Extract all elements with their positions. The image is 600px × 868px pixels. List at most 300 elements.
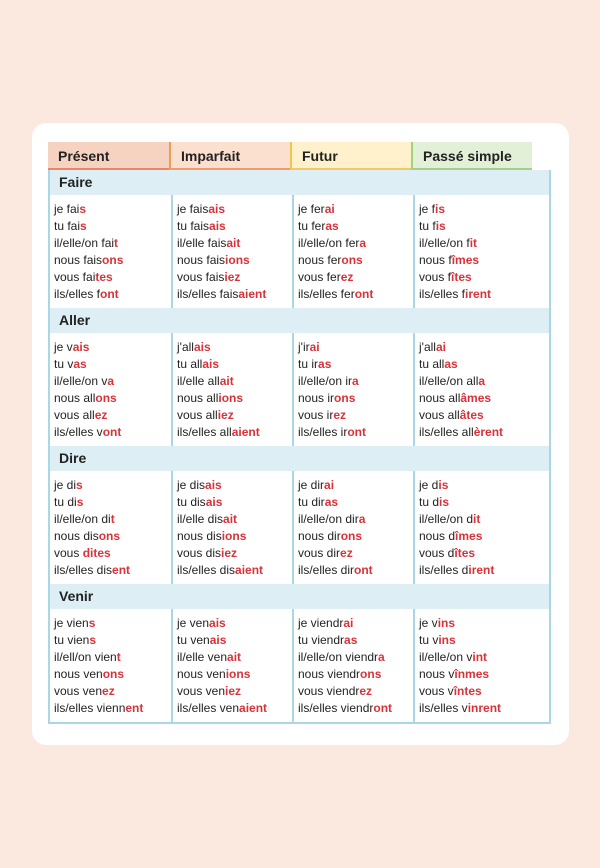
- verb-ending: ont: [347, 424, 366, 439]
- conjugation-line: [54, 528, 171, 545]
- verb-ending: ons: [360, 666, 382, 681]
- verb-stem: il/elle/on f: [419, 235, 470, 250]
- verb-ending: as: [325, 218, 339, 233]
- conjugation-line: [298, 666, 413, 683]
- verb-ending: ont: [100, 286, 119, 301]
- conjugation-line: [177, 511, 292, 528]
- verb-ending: îtes: [451, 269, 472, 284]
- verb-stem: je fai: [54, 202, 80, 216]
- conjugation-line: [177, 649, 292, 666]
- verb-ending: ait: [223, 511, 238, 526]
- verb-stem: je dir: [298, 478, 325, 492]
- conjugation-line: [54, 615, 171, 632]
- conjugation-line: [177, 252, 292, 269]
- verb-stem: vous ven: [177, 683, 226, 698]
- conjugation-line: [177, 356, 292, 373]
- conjugation-line: [177, 562, 292, 579]
- verb-ending: âmes: [460, 390, 492, 405]
- conjugation-line: [419, 235, 534, 252]
- verb-ending: as: [73, 356, 87, 371]
- verb-stem: vous fer: [298, 269, 341, 284]
- verb-stem: tu fais: [177, 218, 210, 233]
- conjugation-line: [54, 218, 171, 235]
- verb-ending: ai: [324, 478, 335, 492]
- verb-ending: ons: [340, 528, 363, 543]
- verb-ending: îmes: [451, 252, 480, 267]
- tense-column-present: [50, 471, 171, 584]
- conjugation-line: [419, 494, 534, 511]
- tense-column-futur: [292, 471, 413, 584]
- verb-stem: vous ir: [298, 407, 334, 422]
- verb-stem: tu di: [54, 494, 77, 509]
- tense-column-imparfait: [171, 609, 292, 722]
- conjugation-line: [419, 545, 534, 562]
- header-present: Présent: [48, 142, 169, 170]
- verb-stem: ils/elles v: [54, 424, 103, 439]
- verb-stem: il/ell/on vien: [54, 649, 117, 664]
- conjugation-line: [298, 373, 413, 390]
- conjugation-line: [298, 201, 413, 218]
- tense-column-passe-simple: [413, 609, 534, 722]
- verb-ending: as: [344, 632, 358, 647]
- verb-ending: s: [88, 616, 96, 630]
- verb-ending: ions: [225, 666, 251, 681]
- verb-ending: t: [114, 235, 119, 250]
- verb-ending: ait: [226, 235, 241, 250]
- verb-ending: ont: [373, 700, 393, 715]
- conjugation-line: [54, 252, 171, 269]
- conjugation-line: [177, 390, 292, 407]
- verb-ending: ent: [112, 562, 131, 577]
- conjugation-line: [419, 649, 534, 666]
- conjugation-line: [54, 424, 171, 441]
- verb-ending: âtes: [459, 407, 484, 422]
- verb-stem: ils/elles v: [419, 700, 468, 715]
- verb-ending: it: [469, 235, 478, 250]
- verb-stem: je fer: [298, 202, 325, 216]
- conjugation-line: [54, 407, 171, 424]
- verb-stem: nous ven: [177, 666, 226, 681]
- verb-stem: vous dir: [298, 545, 341, 560]
- verb-ending: îmes: [455, 528, 483, 543]
- header-passe-simple: Passé simple: [411, 142, 532, 170]
- conjugation-line: [177, 545, 292, 562]
- conjugation-line: [298, 235, 413, 252]
- verb-stem: je v: [419, 616, 438, 630]
- conjugation-line: [419, 424, 534, 441]
- conjugation-line: [298, 494, 413, 511]
- conjugation-line: [177, 700, 292, 717]
- verb-ending: ez: [359, 683, 373, 698]
- verb-stem: ils/elles ir: [298, 424, 348, 439]
- conjugation-line: [298, 477, 413, 494]
- verb-ending: ins: [437, 616, 456, 630]
- conjugation-line: [419, 339, 534, 356]
- conjugation-line: [419, 700, 534, 717]
- verb-stem: tu vien: [54, 632, 90, 647]
- verb-ending: ez: [102, 683, 115, 698]
- verb-stem: ils/elles dis: [177, 562, 236, 577]
- conjugation-line: [177, 683, 292, 700]
- conjugation-line: [177, 615, 292, 632]
- verb-stem: tu dir: [298, 494, 325, 509]
- verb-ending: ais: [209, 218, 226, 233]
- verb-stem: tu f: [419, 218, 436, 233]
- conjugation-line: [298, 424, 413, 441]
- verb-ending: is: [438, 478, 449, 492]
- table-header: [48, 142, 551, 170]
- verb-stem: vous all: [419, 407, 460, 422]
- verb-ending: dites: [82, 545, 111, 560]
- verb-stem: je vien: [54, 616, 89, 630]
- tense-column-passe-simple: [413, 471, 534, 584]
- verb-title: Faire: [50, 170, 549, 195]
- verb-stem: il/elle/on fai: [54, 235, 115, 250]
- verb-ending: întes: [453, 683, 482, 698]
- tense-column-present: [50, 195, 171, 308]
- conjugation-line: [177, 201, 292, 218]
- conjugation-line: [54, 700, 171, 717]
- verb-stem: ils/elles all: [177, 424, 232, 439]
- conjugation-line: [419, 356, 534, 373]
- conjugation-line: [419, 252, 534, 269]
- tense-column-passe-simple: [413, 195, 534, 308]
- verb-ending: ai: [324, 202, 335, 216]
- verb-ending: ons: [102, 252, 124, 267]
- verb-stem: vous fai: [54, 269, 96, 284]
- verb-stem: nous dis: [54, 528, 99, 543]
- verb-ending: înmes: [454, 666, 490, 681]
- verb-stem: nous fais: [177, 252, 226, 267]
- conjugation-line: [54, 511, 171, 528]
- conjugation-line: [419, 373, 534, 390]
- verb-stem: tu ven: [177, 632, 210, 647]
- conjugation-line: [298, 511, 413, 528]
- tense-column-present: [50, 333, 171, 446]
- conjugation-line: [298, 528, 413, 545]
- verb-stem: il/elle all: [177, 373, 220, 388]
- conjugation-line: [419, 632, 534, 649]
- verb-ending: ez: [94, 407, 108, 422]
- verb-stem: tu viendr: [298, 632, 345, 647]
- verb-forms-row: [50, 195, 549, 308]
- verb-stem: ils/elles viendr: [298, 700, 374, 715]
- verb-stem: j'all: [419, 340, 436, 354]
- conjugation-line: [54, 562, 171, 579]
- verb-stem: ils/elles f: [419, 286, 466, 301]
- conjugation-line: [177, 632, 292, 649]
- verb-stem: nous v: [419, 666, 455, 681]
- table-body: [48, 170, 551, 724]
- verb-ending: aient: [231, 424, 260, 439]
- verb-ending: ions: [225, 252, 250, 267]
- verb-stem: vous ven: [54, 683, 103, 698]
- conjugation-line: [177, 235, 292, 252]
- conjugation-line: [298, 390, 413, 407]
- verb-stem: ils/elles dir: [298, 562, 355, 577]
- tense-column-imparfait: [171, 333, 292, 446]
- conjugation-line: [54, 683, 171, 700]
- verb-stem: vous f: [419, 269, 452, 284]
- tense-column-passe-simple: [413, 333, 534, 446]
- verb-ending: ons: [95, 390, 117, 405]
- verb-stem: nous d: [419, 528, 456, 543]
- verb-ending: ais: [205, 494, 223, 509]
- verb-stem: je f: [419, 202, 436, 216]
- verb-ending: tes: [95, 269, 113, 284]
- verb-title: Venir: [50, 584, 549, 609]
- verb-ending: irent: [468, 562, 495, 577]
- conjugation-line: [419, 286, 534, 303]
- conjugation-table: [48, 142, 551, 724]
- verb-stem: il/elle/on dir: [298, 511, 359, 526]
- conjugation-line: [54, 201, 171, 218]
- conjugation-line: [419, 269, 534, 286]
- verb-stem: je v: [54, 340, 73, 354]
- verb-stem: tu all: [419, 356, 445, 371]
- verb-stem: j'all: [177, 340, 194, 354]
- conjugation-line: [298, 218, 413, 235]
- verb-ending: iez: [224, 269, 241, 284]
- tense-column-futur: [292, 195, 413, 308]
- verb-stem: vous d: [419, 545, 455, 560]
- verb-ending: ons: [102, 666, 125, 681]
- conjugation-line: [298, 615, 413, 632]
- conjugation-line: [298, 252, 413, 269]
- verb-stem: vous: [54, 545, 83, 560]
- verb-forms-row: [50, 333, 549, 446]
- verb-ending: iez: [221, 545, 238, 560]
- conjugation-line: [177, 373, 292, 390]
- conjugation-line: [298, 562, 413, 579]
- conjugation-line: [54, 356, 171, 373]
- verb-ending: a: [107, 373, 115, 388]
- verb-stem: nous f: [419, 252, 452, 267]
- conjugation-line: [54, 269, 171, 286]
- verb-title: Dire: [50, 446, 549, 471]
- verb-ending: irent: [465, 286, 492, 301]
- verb-stem: il/elle ven: [177, 649, 228, 664]
- verb-ending: iez: [225, 683, 242, 698]
- verb-ending: s: [76, 478, 83, 492]
- verb-stem: ils/elles dis: [54, 562, 113, 577]
- verb-stem: tu ir: [298, 356, 319, 371]
- verb-stem: tu v: [419, 632, 439, 647]
- verb-stem: nous viendr: [298, 666, 361, 681]
- verb-ending: ait: [219, 373, 234, 388]
- verb-stem: il/elle/on all: [419, 373, 479, 388]
- verb-ending: t: [116, 649, 121, 664]
- verb-ending: aient: [238, 286, 267, 301]
- verb-ending: ai: [435, 340, 446, 354]
- verb-stem: nous all: [419, 390, 461, 405]
- verb-stem: je di: [54, 478, 77, 492]
- verb-stem: vous v: [419, 683, 454, 698]
- tense-column-futur: [292, 333, 413, 446]
- conjugation-line: [419, 218, 534, 235]
- verb-stem: il/elle/on ir: [298, 373, 353, 388]
- verb-ending: ais: [202, 356, 220, 371]
- conjugation-line: [54, 649, 171, 666]
- verb-title: Aller: [50, 308, 549, 333]
- tense-column-imparfait: [171, 195, 292, 308]
- conjugation-line: [298, 700, 413, 717]
- conjugation-line: [177, 218, 292, 235]
- verb-ending: ait: [227, 649, 242, 664]
- conjugation-line: [177, 666, 292, 683]
- tense-column-futur: [292, 609, 413, 722]
- verb-stem: ils/elles vienn: [54, 700, 126, 715]
- conjugation-line: [419, 201, 534, 218]
- verb-ending: t: [110, 511, 115, 526]
- verb-stem: il/elle dis: [177, 511, 224, 526]
- conjugation-line: [419, 562, 534, 579]
- verb-ending: ons: [334, 390, 356, 405]
- conjugation-line: [419, 528, 534, 545]
- verb-ending: èrent: [473, 424, 504, 439]
- conjugation-line: [419, 407, 534, 424]
- verb-stem: je fais: [177, 202, 209, 216]
- conjugation-line: [298, 356, 413, 373]
- verb-ending: a: [352, 373, 359, 388]
- verb-ending: ais: [209, 632, 227, 647]
- conjugation-line: [177, 269, 292, 286]
- verb-stem: j'ir: [298, 340, 310, 354]
- conjugation-line: [54, 390, 171, 407]
- conjugation-line: [419, 477, 534, 494]
- verb-stem: il/elle/on di: [54, 511, 111, 526]
- verb-ending: ais: [72, 340, 90, 354]
- conjugation-line: [177, 339, 292, 356]
- verb-ending: int: [472, 649, 488, 664]
- conjugation-line: [177, 494, 292, 511]
- conjugation-line: [54, 666, 171, 683]
- conjugation-line: [54, 373, 171, 390]
- verb-ending: ez: [340, 545, 353, 560]
- verb-stem: il/elle/on v: [419, 649, 473, 664]
- verb-stem: ils/elles all: [419, 424, 474, 439]
- verb-ending: aient: [239, 700, 268, 715]
- verb-ending: a: [359, 235, 367, 250]
- verb-ending: ons: [341, 252, 363, 267]
- conjugation-line: [419, 511, 534, 528]
- verb-stem: nous ir: [298, 390, 335, 405]
- verb-ending: ons: [98, 528, 121, 543]
- verb-ending: ent: [125, 700, 144, 715]
- verb-forms-row: [50, 609, 549, 722]
- verb-stem: vous dis: [177, 545, 222, 560]
- conjugation-line: [54, 477, 171, 494]
- verb-ending: s: [79, 202, 87, 216]
- verb-forms-row: [50, 471, 549, 584]
- verb-ending: as: [324, 494, 339, 509]
- verb-ending: ont: [102, 424, 122, 439]
- conjugation-line: [177, 477, 292, 494]
- verb-ending: ai: [309, 340, 320, 354]
- verb-stem: nous all: [177, 390, 219, 405]
- verb-ending: ai: [343, 616, 354, 630]
- verb-ending: ais: [208, 202, 226, 216]
- verb-ending: ont: [354, 286, 374, 301]
- conjugation-line: [298, 632, 413, 649]
- verb-ending: aient: [235, 562, 264, 577]
- tense-column-present: [50, 609, 171, 722]
- verb-stem: tu all: [177, 356, 203, 371]
- verb-ending: ez: [333, 407, 347, 422]
- conjugation-line: [419, 390, 534, 407]
- verb-stem: vous fais: [177, 269, 225, 284]
- verb-ending: inrent: [467, 700, 502, 715]
- conjugation-line: [298, 649, 413, 666]
- verb-stem: ils/elles d: [419, 562, 469, 577]
- verb-stem: tu fai: [54, 218, 81, 233]
- conjugation-line: [298, 545, 413, 562]
- conjugation-line: [54, 235, 171, 252]
- verb-ending: is: [439, 494, 450, 509]
- verb-stem: je viendr: [298, 616, 344, 630]
- conjugation-line: [177, 528, 292, 545]
- verb-ending: s: [76, 494, 84, 509]
- verb-ending: iez: [217, 407, 234, 422]
- verb-stem: vous viendr: [298, 683, 360, 698]
- conjugation-line: [419, 615, 534, 632]
- verb-stem: ils/elles ven: [177, 700, 240, 715]
- conjugation-line: [54, 632, 171, 649]
- verb-ending: as: [318, 356, 332, 371]
- verb-stem: il/elle/on d: [419, 511, 474, 526]
- conjugation-line: [177, 407, 292, 424]
- verb-stem: ils/elles fais: [177, 286, 239, 301]
- verb-stem: je dis: [177, 478, 206, 492]
- verb-ending: ions: [221, 528, 247, 543]
- verb-ending: îtes: [454, 545, 476, 560]
- verb-ending: ais: [209, 616, 226, 630]
- verb-ending: ais: [205, 478, 222, 492]
- conjugation-line: [298, 407, 413, 424]
- verb-stem: tu v: [54, 356, 74, 371]
- verb-ending: ions: [218, 390, 244, 405]
- verb-stem: il/elle/on viendr: [298, 649, 379, 664]
- verb-stem: il/elle/on fer: [298, 235, 360, 250]
- verb-ending: ont: [354, 562, 373, 577]
- header-imparfait: Imparfait: [169, 142, 290, 170]
- header-futur: Futur: [290, 142, 411, 170]
- verb-stem: nous all: [54, 390, 96, 405]
- conjugation-line: [298, 683, 413, 700]
- verb-stem: nous ven: [54, 666, 103, 681]
- verb-ending: a: [378, 649, 385, 664]
- tense-column-imparfait: [171, 471, 292, 584]
- conjugation-line: [419, 666, 534, 683]
- verb-stem: nous fais: [54, 252, 103, 267]
- verb-ending: as: [444, 356, 458, 371]
- verb-stem: tu dis: [177, 494, 206, 509]
- verb-stem: vous all: [54, 407, 95, 422]
- conjugation-line: [177, 286, 292, 303]
- verb-stem: il/elle/on v: [54, 373, 108, 388]
- verb-stem: je d: [419, 478, 439, 492]
- verb-ending: s: [80, 218, 87, 233]
- conjugation-line: [54, 339, 171, 356]
- verb-stem: vous all: [177, 407, 218, 422]
- verb-ending: a: [478, 373, 486, 388]
- conjugation-line: [298, 339, 413, 356]
- verb-stem: nous dir: [298, 528, 341, 543]
- verb-ending: a: [358, 511, 366, 526]
- verb-ending: s: [89, 632, 97, 647]
- verb-ending: is: [435, 218, 446, 233]
- conjugation-line: [298, 286, 413, 303]
